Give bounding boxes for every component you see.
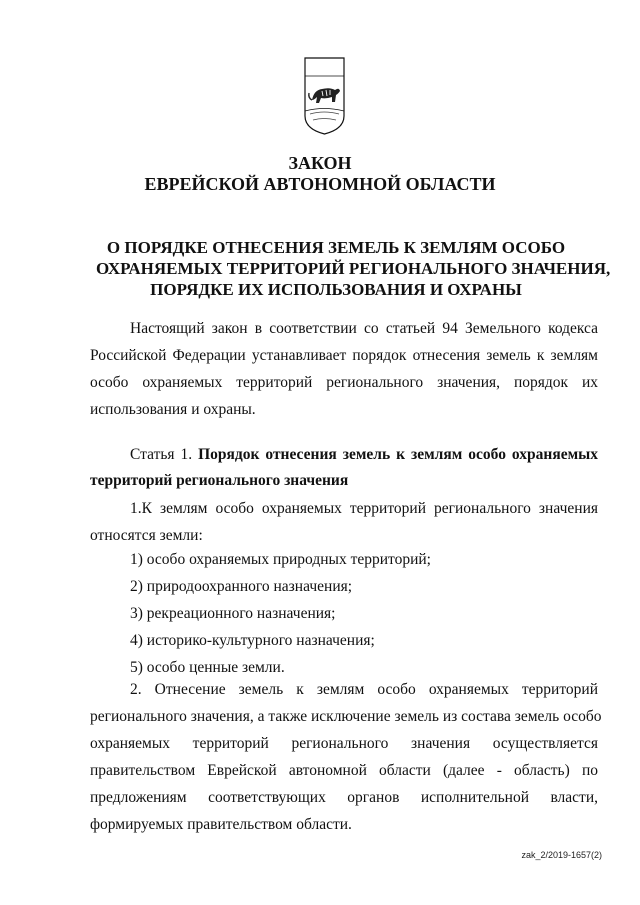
paragraph-line: регионального значения, а также исключение земель из состава земель особо bbox=[90, 708, 602, 725]
law-title bbox=[96, 237, 611, 300]
paragraph-line: правительством Еврейской автономной области (далее - область) по bbox=[90, 762, 598, 779]
article-heading bbox=[90, 442, 598, 494]
law-title-line: ПОРЯДКЕ ИХ ИСПОЛЬЗОВАНИЯ И ОХРАНЫ bbox=[150, 280, 522, 299]
paragraph-line: формируемых правительством области. bbox=[90, 816, 352, 833]
list-item: 4) историко-культурного назначения; bbox=[130, 632, 375, 649]
paragraph-line: Настоящий закон в соответствии со статьей 94 Земельного кодекса bbox=[130, 320, 598, 337]
clause-2-paragraph bbox=[90, 676, 602, 838]
list-item: 5) особо ценные земли. bbox=[130, 659, 285, 676]
preamble-paragraph bbox=[90, 315, 598, 423]
list-item: 1) особо охраняемых природных территорий; bbox=[130, 551, 431, 568]
region-name: ЕВРЕЙСКОЙ АВТОНОМНОЙ ОБЛАСТИ bbox=[144, 174, 496, 194]
article-number: Статья 1. bbox=[130, 446, 193, 463]
paragraph-line: охраняемых территорий регионального значения осуществляется bbox=[90, 735, 598, 752]
law-title-line: О ПОРЯДКЕ ОТНЕСЕНИЯ ЗЕМЕЛЬ К ЗЕМЛЯМ ОСОБО bbox=[106, 238, 566, 257]
paragraph-line: использования и охраны. bbox=[90, 401, 256, 418]
paragraph-line: 1.К землям особо охраняемых территорий регионального значения bbox=[130, 500, 598, 517]
document-code: zak_2/2019-1657(2) bbox=[521, 850, 602, 860]
land-category-list bbox=[130, 546, 431, 681]
law-title-line: ОХРАНЯЕМЫХ ТЕРРИТОРИЙ РЕГИОНАЛЬНОГО ЗНАЧЕНИЯ, bbox=[96, 259, 611, 278]
paragraph-line: 2. Отнесение земель к землям особо охраняемых территорий bbox=[130, 681, 598, 698]
paragraph-line: относятся земли: bbox=[90, 527, 203, 544]
paragraph-line: Российской Федерации устанавливает порядок отнесения земель к землям bbox=[90, 347, 598, 364]
paragraph-line: предложениям соответствующих органов исполнительной власти, bbox=[90, 789, 598, 806]
article-title-continued: территорий регионального значения bbox=[90, 472, 349, 489]
law-label: ЗАКОН bbox=[288, 153, 352, 173]
clause-1-paragraph bbox=[90, 495, 598, 549]
article-title: Порядок отнесения земель к землям особо охраняемых bbox=[198, 446, 598, 463]
article-heading-line bbox=[90, 442, 598, 468]
paragraph-line: особо охраняемых территорий регионального значения, порядок их bbox=[90, 374, 598, 391]
list-item: 3) рекреационного назначения; bbox=[130, 605, 336, 622]
list-item: 2) природоохранного назначения; bbox=[130, 578, 353, 595]
coat-of-arms-tiger-icon bbox=[302, 56, 347, 136]
